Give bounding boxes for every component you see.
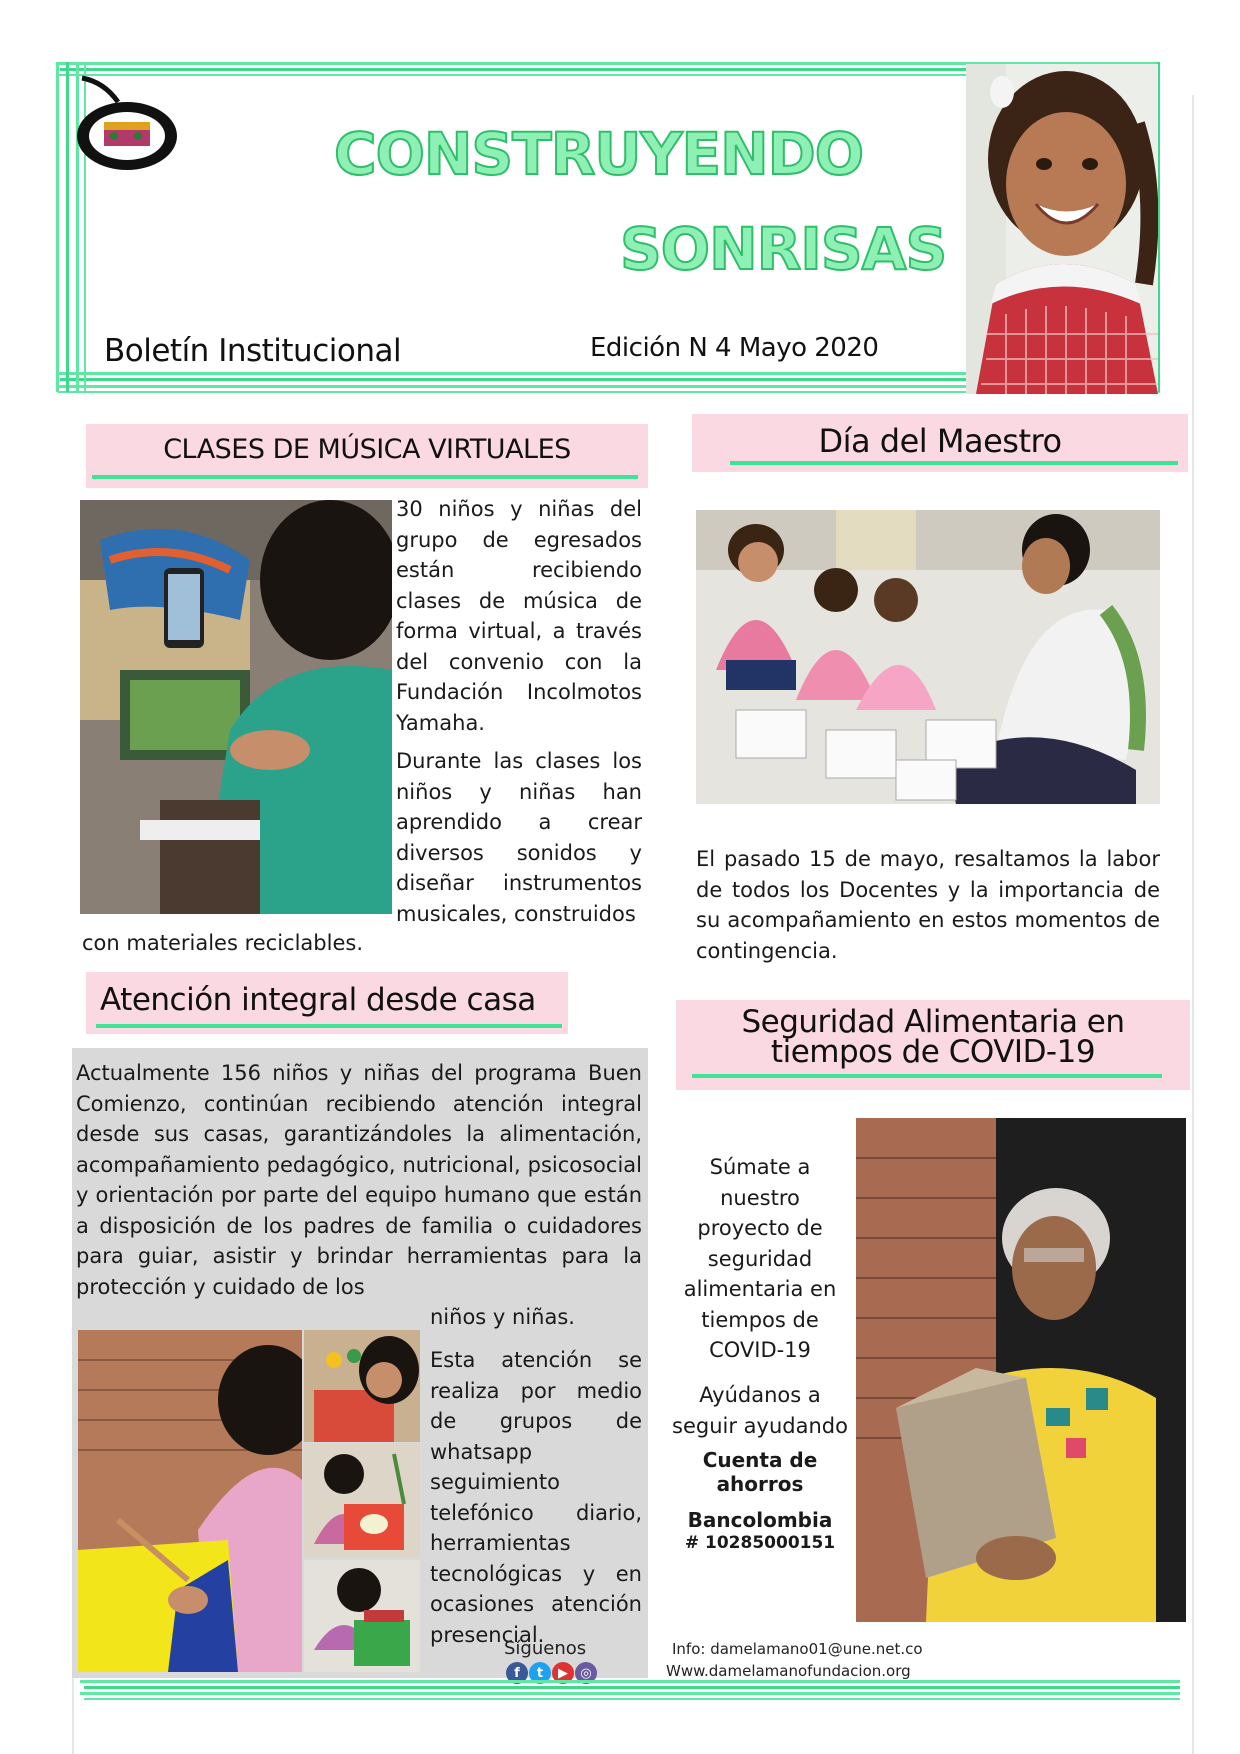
- header-child-photo: [966, 64, 1158, 394]
- food-security-title-line1: Seguridad Alimentaria en: [741, 1004, 1125, 1040]
- care-section-header: [86, 972, 568, 1034]
- edition-label: Edición N 4 Mayo 2020: [590, 333, 879, 363]
- music-paragraph-2: Durante las clases los niños y niñas han aprendido a crear diversos sonidos y diseñar instrumentos musicales, construidos: [396, 749, 642, 926]
- account-number: # 10285000151: [684, 1533, 836, 1553]
- music-section-header: [86, 424, 648, 488]
- newsletter-title-line1: CONSTRUYENDO: [334, 120, 864, 188]
- music-paragraph-2-end: con materiales reciclables.: [82, 931, 363, 955]
- logo: [74, 74, 180, 174]
- bank-name: Bancolombia: [687, 1508, 833, 1532]
- newsletter-title-line2: SONRISAS: [620, 215, 947, 283]
- food-security-photo: [856, 1118, 1186, 1622]
- care-paragraph-2: Esta atención se realiza por medio de grupos de whatsapp seguimiento telefónico diario, herramientas tecnológicas y en ocasiones atención presencial.: [430, 1348, 642, 1647]
- teacher-day-paragraph: El pasado 15 de mayo, resaltamos la labor de todos los Docentes y la importancia de su acompañamiento en estos momentos de contingencia.: [696, 847, 1160, 963]
- teacher-day-photo: [696, 510, 1160, 804]
- care-paragraph-1-end: niños y niñas.: [430, 1305, 575, 1329]
- food-security-help: Ayúdanos a seguir ayudando: [672, 1383, 848, 1438]
- care-photo-painting: [78, 1330, 302, 1672]
- care-photo-crafts: [304, 1330, 420, 1442]
- food-security-title-line2: tiempos de COVID-19: [770, 1034, 1096, 1070]
- music-class-photo: [80, 500, 392, 914]
- music-paragraph-1: 30 niños y niñas del grupo de egresados están recibiendo clases de música de forma virtual, a través del convenio con la Fundación Incolmotos Yamaha.: [396, 497, 642, 735]
- newsletter-subtitle: Boletín Institucional: [104, 333, 402, 369]
- page-edge: [1192, 95, 1194, 1754]
- youtube-icon[interactable]: ▶: [552, 1662, 574, 1684]
- teacher-day-section-header: [692, 414, 1188, 472]
- follow-us-label: Síguenos: [504, 1638, 587, 1659]
- music-section-title: CLASES DE MÚSICA VIRTUALES: [163, 434, 571, 465]
- instagram-icon[interactable]: ◎: [575, 1662, 597, 1684]
- contact-info[interactable]: Info: damelamano01@une.net.co: [672, 1640, 923, 1658]
- twitter-icon[interactable]: t: [529, 1662, 551, 1684]
- care-photo-box: [304, 1444, 420, 1558]
- teacher-day-title: Día del Maestro: [818, 422, 1062, 460]
- care-photo-green-box: [304, 1560, 420, 1672]
- food-security-section-header: [676, 1000, 1190, 1090]
- facebook-icon[interactable]: f: [506, 1662, 528, 1684]
- care-section-title: Atención integral desde casa: [100, 982, 536, 1018]
- food-security-invite: Súmate a nuestro proyecto de seguridad alimentaria en tiempos de COVID-19: [683, 1155, 837, 1362]
- website-link[interactable]: Www.damelamanofundacion.org: [666, 1662, 911, 1680]
- account-label: Cuenta de ahorros: [702, 1448, 818, 1496]
- care-paragraph-1: Actualmente 156 niños y niñas del programa Buen Comienzo, continúan recibiendo atención integral desde sus casas, garantizándoles la alimentación, acompañamiento pedagógico, nutricional, psicosocial y orientación por parte del equipo humano que están a disposición de los padres de familia o cuidadores para guiar, asistir y brindar herramientas para la protección y cuidado de los: [76, 1061, 642, 1299]
